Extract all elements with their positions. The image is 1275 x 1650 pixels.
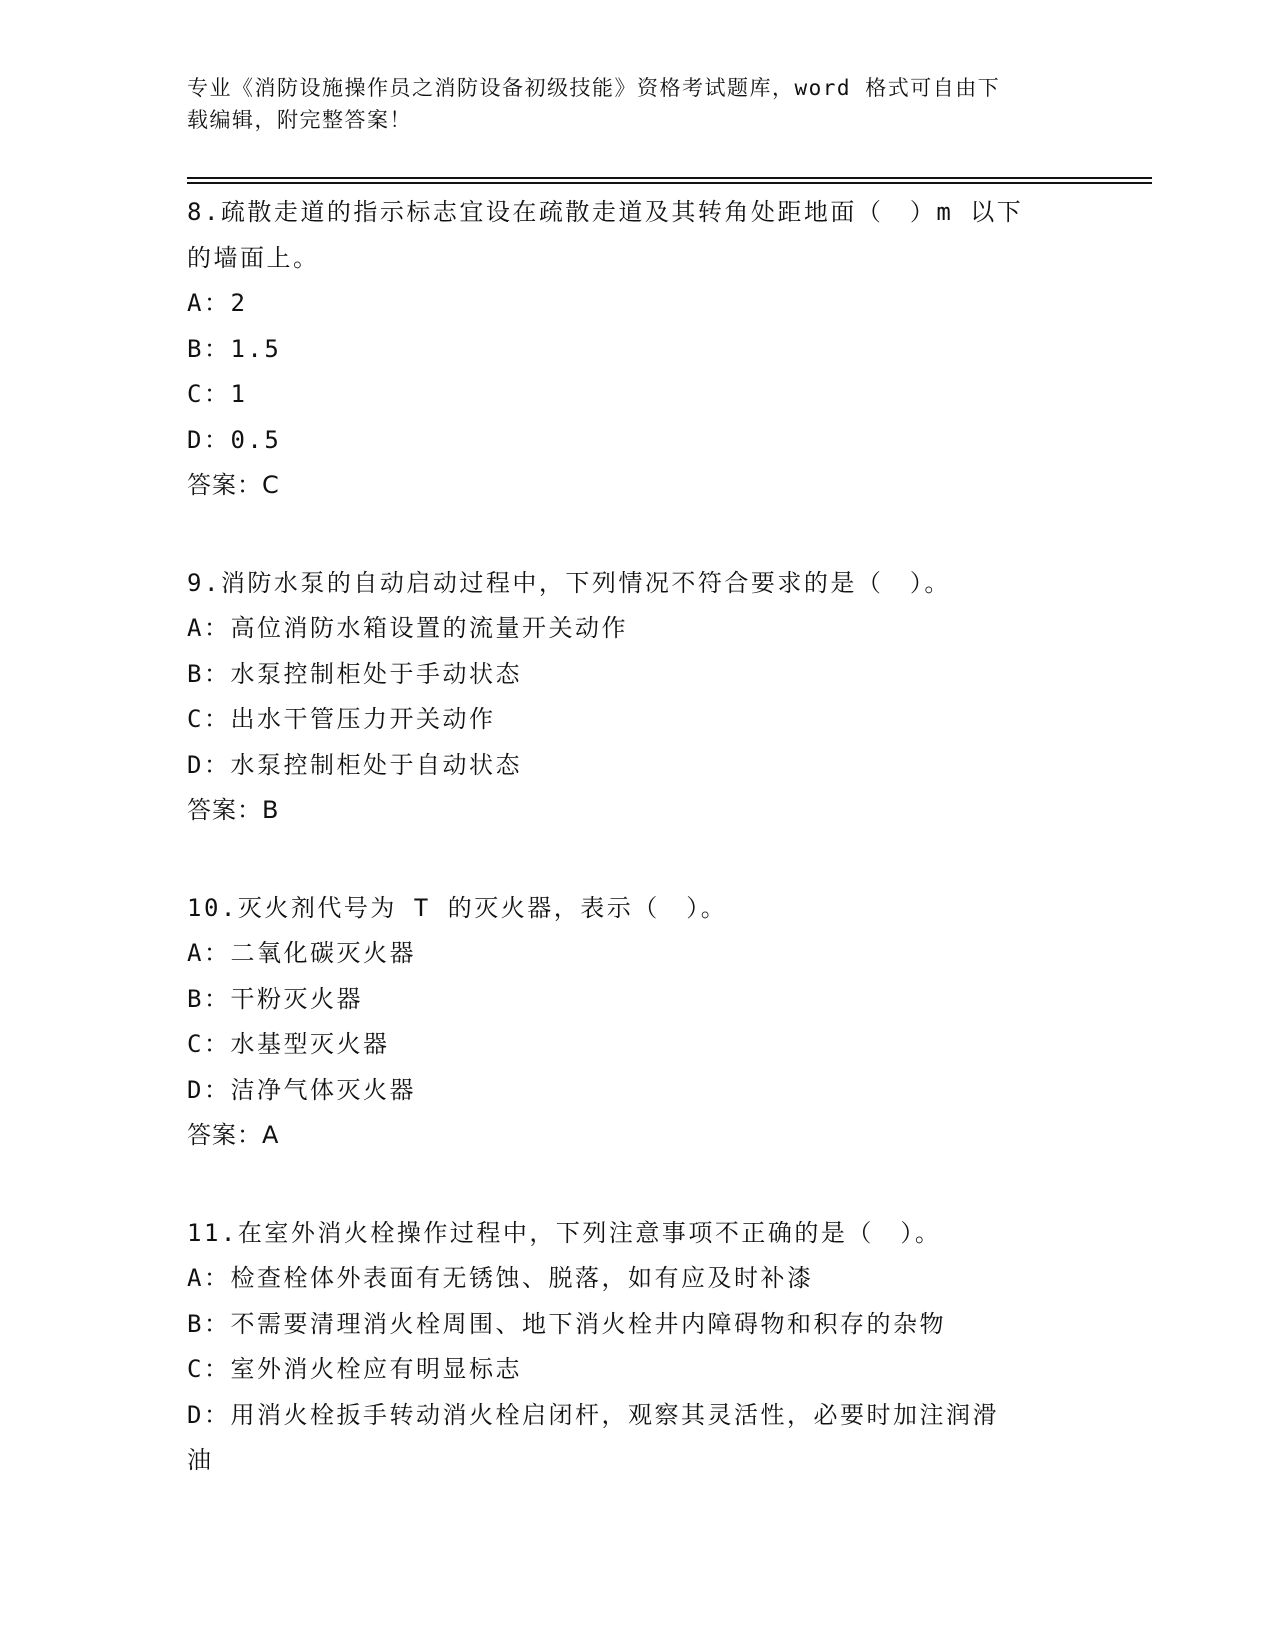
- answer: 答案：C: [187, 471, 280, 499]
- option-a: A：检查栓体外表面有无锈蚀、脱落，如有应及时补漆: [187, 1264, 814, 1292]
- option-d: D：洁净气体灭火器: [187, 1075, 416, 1104]
- question-stem-continued: 的墙面上。: [187, 243, 320, 272]
- option-d-continued: 油: [187, 1446, 214, 1474]
- question-9: [187, 561, 1087, 834]
- question-stem: 11.在室外消火栓操作过程中，下列注意事项不正确的是（ ）。: [187, 1218, 942, 1247]
- option-d: D：水泵控制柜处于自动状态: [187, 750, 522, 779]
- option-c: C：室外消火栓应有明显标志: [187, 1355, 522, 1383]
- option-b: B：1.5: [187, 334, 282, 363]
- option-a: A：二氧化碳灭火器: [187, 939, 416, 967]
- answer: 答案：B: [187, 796, 280, 824]
- question-stem: 9.消防水泵的自动启动过程中，下列情况不符合要求的是（ ）。: [187, 568, 951, 597]
- document-header: [187, 72, 1087, 136]
- option-a: A：2: [187, 289, 248, 317]
- option-c: C：1: [187, 380, 248, 408]
- option-c: C：水基型灭火器: [187, 1030, 390, 1058]
- header-line-1: 专业《消防设施操作员之消防设备初级技能》资格考试题库，word 格式可自由下: [187, 76, 1001, 100]
- question-11: [187, 1211, 1087, 1484]
- question-stem: 8.疏散走道的指示标志宜设在疏散走道及其转角处距地面（ ）m 以下: [187, 198, 1024, 226]
- question-stem: 10.灭火剂代号为 T 的灭火器，表示（ ）。: [187, 893, 728, 922]
- answer: 答案：A: [187, 1121, 280, 1149]
- option-b: B：不需要清理消火栓周围、地下消火栓井内障碍物和积存的杂物: [187, 1309, 946, 1338]
- option-a: A：高位消防水箱设置的流量开关动作: [187, 614, 628, 642]
- option-c: C：出水干管压力开关动作: [187, 705, 496, 733]
- option-b: B：水泵控制柜处于手动状态: [187, 659, 522, 688]
- option-d: D：用消火栓扳手转动消火栓启闭杆，观察其灵活性，必要时加注润滑: [187, 1400, 999, 1429]
- question-list: [187, 190, 1087, 1536]
- question-10: [187, 886, 1087, 1159]
- option-d: D：0.5: [187, 425, 282, 454]
- option-b: B：干粉灭火器: [187, 984, 363, 1013]
- question-8: [187, 190, 1087, 509]
- header-divider-top: [187, 177, 1152, 179]
- header-line-2: 载编辑，附完整答案！: [187, 108, 412, 132]
- header-divider-bottom: [187, 182, 1152, 184]
